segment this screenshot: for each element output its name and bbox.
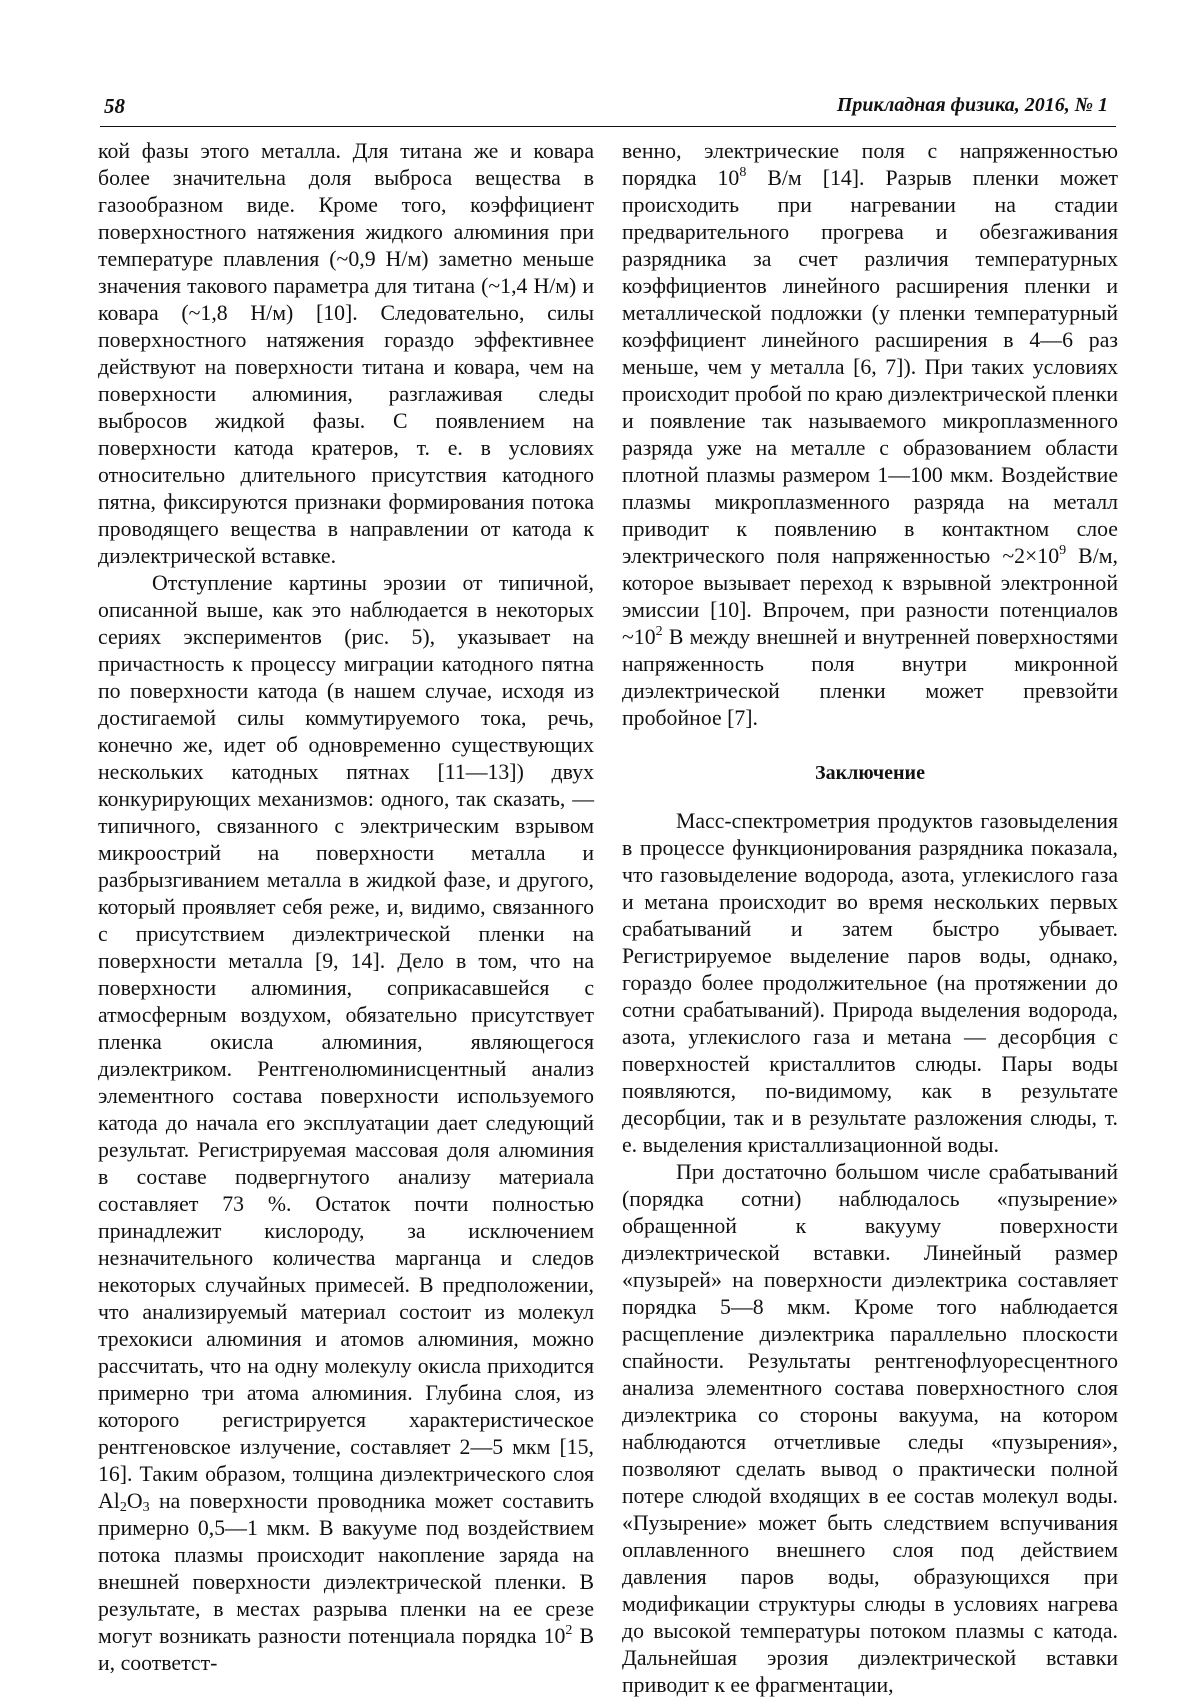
right-paragraph-3: При достаточно большом числе срабатываний (порядка сотни) наблюдалось «пузырение» обращенной к вакууму поверхности диэлектрической вставки. Линейный размер «пузырей» на поверхности диэлектрика составляет порядка 5—8 мкм. Кроме того наблюдается расщепление диэлектрика параллельно плоскости спайности. Результаты рентгенофлуоресцентного анализа элементного состава поверхностного слоя диэлектрика со стороны вакуума, на котором наблюдаются отчетливые следы «пузырения», позволяют сделать вывод о практически полной потере слюдой входящих в ее состав молекул воды. «Пузырение» может быть следствием вспучивания оплавленного внешнего слоя под действием давления паров воды, образующихся при модификации структуры слюды в условиях нагрева до высокой температуры потоком плазмы с катода. Дальнейшая эрозия диэлектрической вставки приводит к ее фрагментации, (622, 1160, 1118, 1697)
field-exponent-8: 8 (739, 165, 747, 180)
right-paragraph-1-text-c: В/м, которое вызывает переход к взрывной электронной эмиссии [10]. Впрочем, при разности потенциалов ~10 (622, 544, 1118, 649)
al2o3-subscript-2: 2 (119, 1500, 127, 1515)
journal-title: Прикладная физика, 2016, № 1 (836, 94, 1108, 116)
right-paragraph-2: Масс-спектрометрия продуктов газовыделения в процессе функционирования разрядника показала, что газовыделение водорода, азота, углекислого газа и метана происходит во время нескольких первых срабатываний и затем быстро убывает. Регистрируемое выделение паров воды, однако, гораздо более продолжительное (на протяжении до сотни срабатываний). Природа выделения водорода, азота, углекислого газа и метана — десорбция с поверхностей кристаллитов слюды. Пары воды появляются, по-видимому, как в результате десорбции, так и в результате разложения слюды, т. е. выделения кристаллизационной воды. (622, 809, 1118, 1157)
right-paragraph-1-text-a: венно, электрические поля с напряженностью порядка 10 (622, 139, 1118, 190)
left-paragraph-2-text-c: на поверхности проводника может составить примерно 0,5—1 мкм. В вакууме под воздействием потока плазмы происходит накопление заряда на внешней поверхности диэлектрической пленки. В результате, в местах разрыва пленки на ее срезе могут возникать разности потенциала порядка 10 (98, 1489, 594, 1648)
right-column (622, 138, 1118, 1698)
left-paragraph-2-text-a: Отступление картины эрозии от типичной, описанной выше, как это наблюдается в некоторых сериях экспериментов (рис. 5), указывает на причастность к процессу миграции катодного пятна по поверхности катода (в нашем случае, исходя из достигаемой силы коммутируемого тока, речь, конечно же, идет об одновременно существующих нескольких катодных пятнах [11—13]) двух конкурирующих механизмов: одного, так сказать, — типичного, связанного с электрическим взрывом микроострий на поверхности металла и разбрызгиванием металла в жидкой фазе, и другого, который проявляет себя реже, и, видимо, связанного с присутствием диэлектрической пленки на поверхности металла [9, 14]. Дело в том, что на поверхности алюминия, соприкасавшейся с атмосферным воздухом, обязательно присутствует пленка окисла алюминия, являющегося диэлектриком. Рентгенолюминисцентный анализ элементного состава поверхности используемого катода до начала его эксплуатации дает следующий результат. Регистрируемая массовая доля алюминия в составе подвергнутого анализу материала составляет 73 %. Остаток почти полностью принадлежит кислороду, за исключением незначительного количества марганца и следов некоторых случайных примесей. В предположении, что анализируемый материал состоит из молекул трехокиси алюминия и атомов алюминия, можно рассчитать, что на одну молекулу окисла приходится примерно три атома алюминия. Глубина слоя, из которого регистрируется характеристическое рентгеновское излучение, составляет 2—5 мкм [15, 16]. Таким образом, толщина диэлектрического слоя Al (98, 571, 594, 1513)
left-paragraph-2 (98, 570, 594, 1677)
right-paragraph-1 (622, 138, 1118, 732)
left-paragraph-2-text-d: В и, соответст- (98, 1624, 594, 1675)
left-paragraph-1: кой фазы этого металла. Для титана же и ковара более значительна доля выброса вещества в газообразном виде. Кроме того, коэффициент поверхностного натяжения жидкого алюминия при температуре плавления (~0,9 Н/м) заметно меньше значения такового параметра для титана (~1,4 Н/м) и ковара (~1,8 Н/м) [10]. Следовательно, силы поверхностного натяжения гораздо эффективнее действуют на поверхности титана и ковара, чем на поверхности алюминия, разглаживая следы выбросов жидкой фазы. С появлением на поверхности катода кратеров, т. е. в условиях относительно длительного присутствия катодного пятна, фиксируются признаки формирования потока проводящего вещества в направлении от катода к диэлектрической вставке. (98, 139, 594, 568)
right-paragraph-1-text-b: В/м [14]. Разрыв пленки может происходить при нагревании на стадии предварительного прогрева и обезгаживания разрядника за счет различия температурных коэффициентов линейного расширения пленки и металлической подложки (у пленки температурный коэффициент линейного расширения в 4—6 раз меньше, чем у металла [6, 7]). При таких условиях происходит пробой по краю диэлектрической пленки и появление так называемого микроплазменного разряда уже на металле с образованием области плотной плазмы размером 1—100 мкм. Воздействие плазмы микроплазменного разряда на металл приводит к появлению в контактном слое электрического поля напряженностью ~2×10 (622, 166, 1118, 568)
potential-exponent-2: 2 (655, 624, 663, 639)
field-exponent-9: 9 (1059, 543, 1067, 558)
section-title-conclusion: Заключение (815, 762, 925, 784)
left-column (98, 138, 594, 1677)
page-number: 58 (104, 94, 125, 118)
page-header (100, 92, 1116, 127)
left-paragraph-2-text-b: O (126, 1489, 143, 1513)
right-paragraph-1-text-d: В между внешней и внутренней поверхностями напряженность поля внутри микронной диэлектрической пленки может превзойти пробойное [7]. (622, 625, 1118, 730)
potential-exponent: 2 (565, 1623, 573, 1638)
al2o3-subscript-3: 3 (142, 1500, 150, 1515)
